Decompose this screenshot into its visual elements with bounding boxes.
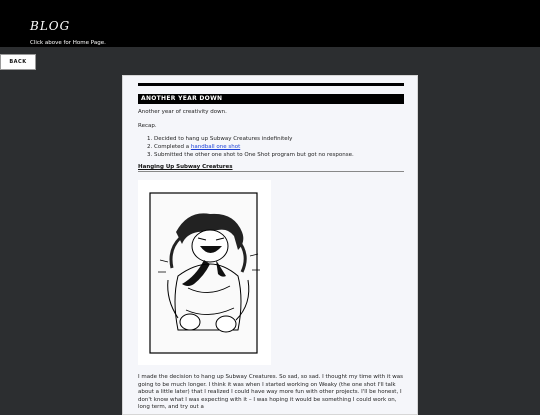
site-title[interactable]: BLOG xyxy=(30,19,71,33)
recap-item: 2. Completed a handball one shot xyxy=(154,143,354,151)
top-rule xyxy=(138,83,404,86)
top-header-bar xyxy=(0,0,540,47)
back-button[interactable]: BACK xyxy=(0,54,36,70)
recap-list xyxy=(138,135,354,159)
recap-label: Recap. xyxy=(138,123,157,129)
post-intro: Another year of creativity down. xyxy=(138,109,227,115)
comic-illustration xyxy=(138,180,271,365)
blog-post-panel xyxy=(122,75,418,415)
post-body-text: I made the decision to hang up Subway Creatures. So sad, so sad. I thought my time with it was going to be much longer. I think it was when I started working on Weaky (the one shot I'll talk about a little later) that I realized I could have way more fun with other projects. I'll be honest, I don't know what I was expecting with it – I was hoping it would be something I could work on, long term, and try out a xyxy=(138,374,403,411)
recap-item: 1. Decided to hang up Subway Creatures indefinitely xyxy=(154,135,354,143)
post-title: ANOTHER YEAR DOWN xyxy=(138,94,404,104)
handball-one-shot-link[interactable]: handball one shot xyxy=(190,144,241,150)
section-heading: Hanging Up Subway Creatures xyxy=(138,164,404,172)
comic-image xyxy=(138,180,271,365)
recap-item: 3. Submitted the other one shot to One Shot program but got no response. xyxy=(154,151,354,159)
site-subtitle: Click above for Home Page. xyxy=(30,40,106,46)
